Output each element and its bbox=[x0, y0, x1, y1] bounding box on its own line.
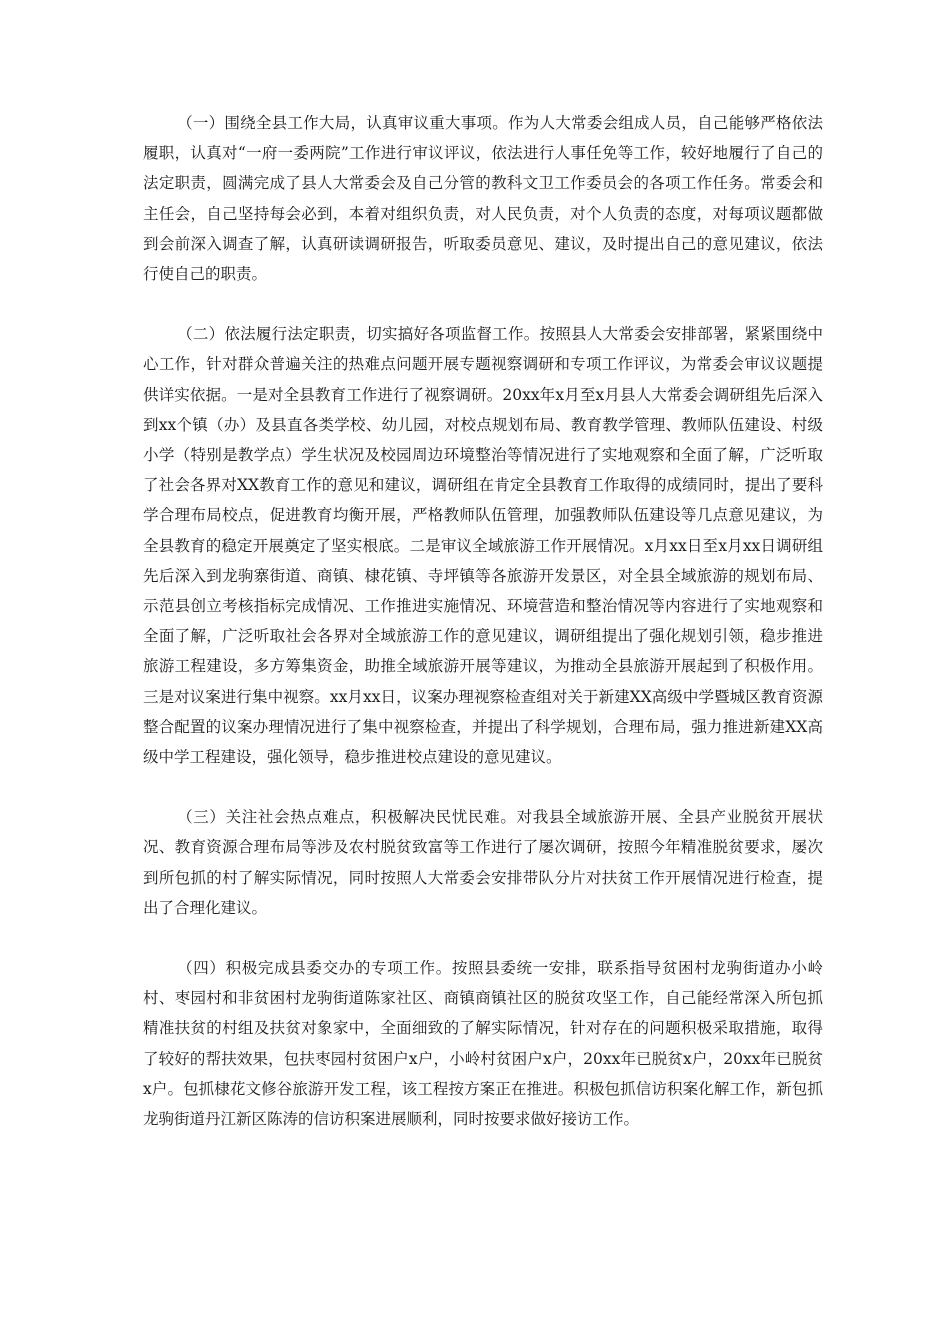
paragraph-3: （三）关注社会热点难点，积极解决民忧民难。对我县全域旅游开展、全县产业脱贫开展状况、教育资源合理布局等涉及农村脱贫致富等工作进行了屡次调研，按照今年精准脱贫要求，屡次到所包抓的村了解实际情况，同时按照人大常委会安排带队分片对扶贫工作开展情况进行检查，提出了合理化建议。 bbox=[143, 808, 823, 917]
document-body bbox=[143, 108, 823, 1134]
paragraph-2: （二）依法履行法定职责，切实搞好各项监督工作。按照县人大常委会安排部署，紧紧围绕中心工作，针对群众普遍关注的热难点问题开展专题视察调研和专项工作评议，为常委会审议议题提供详实依据。一是对全县教育工作进行了视察调研。20xx年x月至x月县人大常委会调研组先后深入到xx个镇（办）及县直各类学校、幼儿园，对校点规划布局、教育教学管理、教师队伍建设、村级小学（特别是教学点）学生状况及校园周边环境整治等情况进行了实地观察和全面了解，广泛听取了社会各界对XX教育工作的意见和建议，调研组在肯定全县教育工作取得的成绩同时，提出了要科学合理布局校点，促进教育均衡开展，严格教师队伍管理，加强教师队伍建设等几点意见建议，为全县教育的稳定开展奠定了坚实根底。二是审议全域旅游工作开展情况。x月xx日至x月xx日调研组先后深入到龙驹寨街道、商镇、棣花镇、寺坪镇等各旅游开发景区，对全县全域旅游的规划布局、示范县创立考核指标完成情况、工作推进实施情况、环境营造和整治情况等内容进行了实地观察和全面了解，广泛听取社会各界对全域旅游工作的意见建议，调研组提出了强化规划引领，稳步推进旅游工程建设，多方筹集资金，助推全域旅游开展等建议，为推动全县旅游开展起到了积极作用。三是对议案进行集中视察。xx月xx日，议案办理视察检查组对关于新建XX高级中学暨城区教育资源整合配置的议案办理情况进行了集中视察检查，并提出了科学规划，合理布局，强力推进新建XX高级中学工程建设，强化领导，稳步推进校点建设的意见建议。 bbox=[143, 325, 823, 767]
paragraph-1: （一）围绕全县工作大局，认真审议重大事项。作为人大常委会组成人员，自己能够严格依法履职，认真对“一府一委两院”工作进行审议评议，依法进行人事任免等工作，较好地履行了自己的法定职责，圆满完成了县人大常委会及自己分管的教科文卫工作委员会的各项工作任务。常委会和主任会，自己坚持每会必到，本着对组织负责，对人民负责，对个人负责的态度，对每项议题都做到会前深入调查了解，认真研读调研报告，听取委员意见、建议，及时提出自己的意见建议，依法行使自己的职责。 bbox=[143, 114, 823, 284]
paragraph-4: （四）积极完成县委交办的专项工作。按照县委统一安排，联系指导贫困村龙驹街道办小岭村、枣园村和非贫困村龙驹街道陈家社区、商镇商镇社区的脱贫攻坚工作，自己能经常深入所包抓精准扶贫的村组及扶贫对象家中，全面细致的了解实际情况，针对存在的问题积极采取措施，取得了较好的帮扶效果，包扶枣园村贫困户x户，小岭村贫困户x户，20xx年已脱贫x户，20xx年已脱贫x户。包抓棣花文修谷旅游开发工程，该工程按方案正在推进。积极包抓信访积案化解工作，新包抓龙驹街道丹江新区陈涛的信访积案进展顺利，同时按要求做好接访工作。 bbox=[143, 959, 823, 1129]
